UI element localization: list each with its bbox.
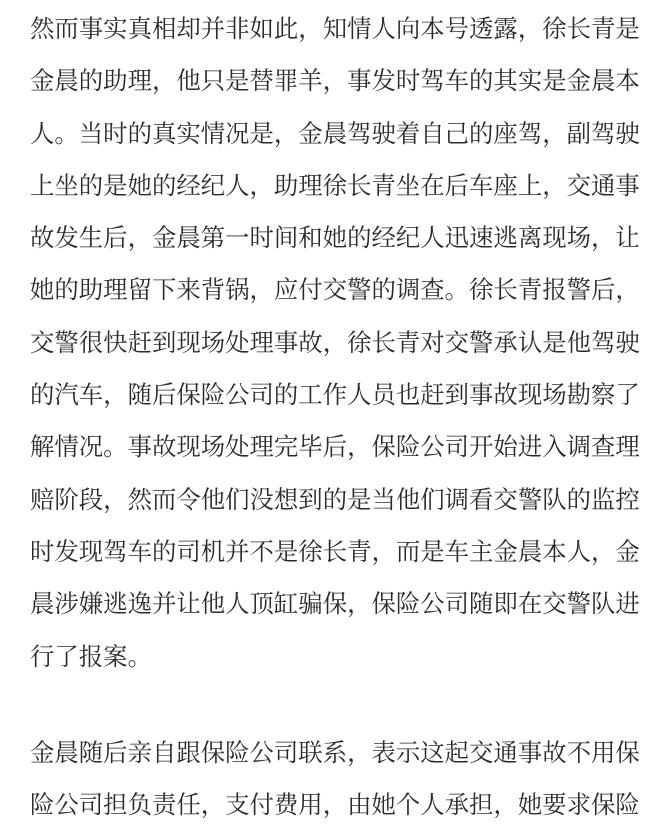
text-line: 交警很快赶到现场处理事故，徐长青对交警承认是他驾驶 bbox=[30, 327, 640, 357]
text-line: 上坐的是她的经纪人，助理徐长青坐在后车座上，交通事 bbox=[30, 170, 640, 200]
text-line: 然而事实真相却并非如此，知情人向本号透露，徐长青是 bbox=[30, 14, 640, 43]
text-line: 险公司担负责任，支付费用，由她个人承担，她要求保险 bbox=[30, 790, 640, 820]
text-line: 赔阶段，然而令他们没想到的是当他们调看交警队的监控 bbox=[30, 484, 640, 514]
text-line: 金晨的助理，他只是替罪羊，事发时驾车的其实是金晨本 bbox=[30, 66, 640, 96]
article-paragraph bbox=[30, 727, 658, 832]
text-line: 行了报案。 bbox=[30, 641, 152, 671]
text-line: 时发现驾车的司机并不是徐长青，而是车主金晨本人，金 bbox=[30, 536, 640, 566]
article-paragraph bbox=[30, 3, 658, 683]
text-line: 她的助理留下来背锅，应付交警的调查。徐长青报警后， bbox=[30, 275, 640, 305]
text-line: 解情况。事故现场处理完毕后，保险公司开始进入调查理 bbox=[30, 432, 640, 462]
text-line: 金晨随后亲自跟保险公司联系，表示这起交通事故不用保 bbox=[30, 738, 640, 767]
text-line: 故发生后，金晨第一时间和她的经纪人迅速逃离现场，让 bbox=[30, 223, 640, 253]
text-line: 晨涉嫌逃逸并让他人顶缸骗保，保险公司随即在交警队进 bbox=[30, 589, 640, 619]
text-line: 的汽车，随后保险公司的工作人员也赶到事故现场勘察了 bbox=[30, 380, 640, 410]
text-line: 人。当时的真实情况是，金晨驾驶着自己的座驾，副驾驶 bbox=[30, 118, 640, 148]
